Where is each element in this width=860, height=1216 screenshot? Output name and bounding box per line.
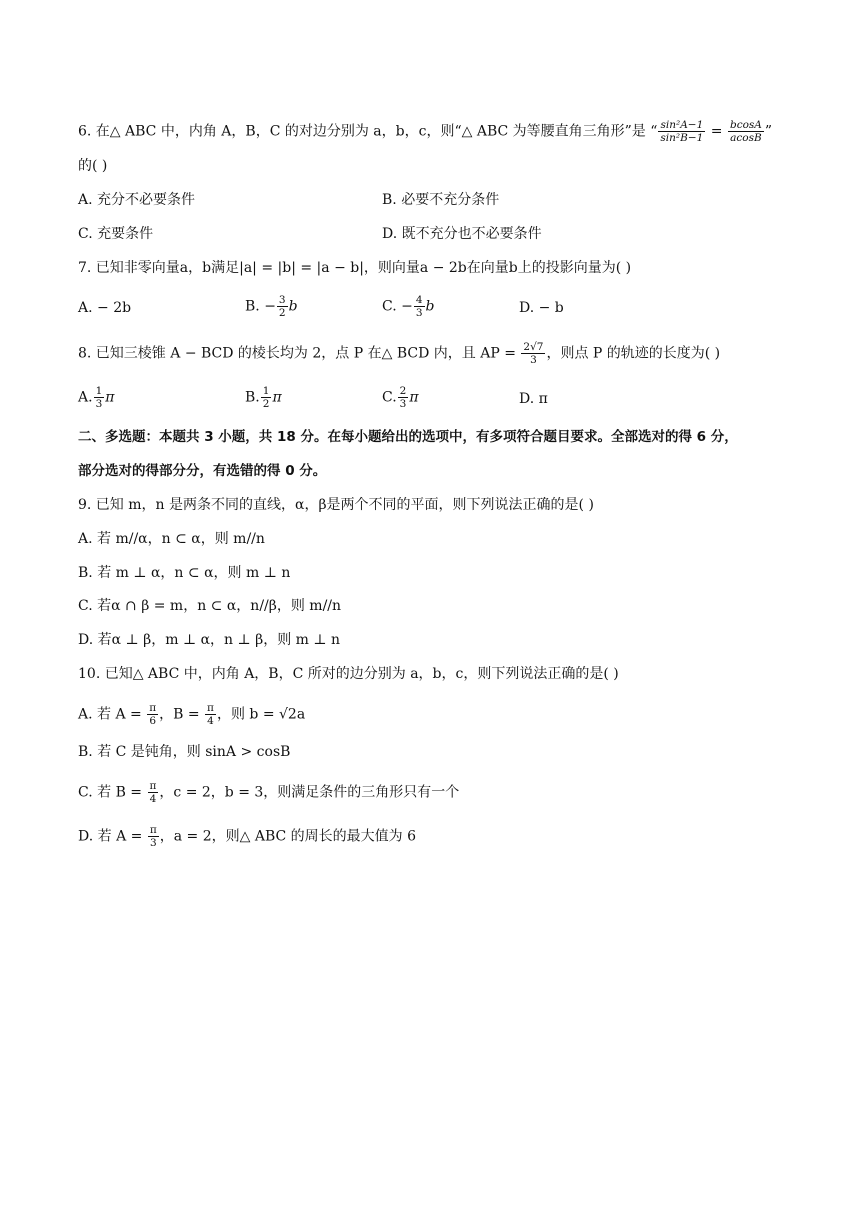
q10-c-text2: ，c = 2，b = 3，则满足条件的三角形只有一个 bbox=[159, 784, 460, 801]
q8-b-num: 1 bbox=[262, 385, 270, 397]
q10-a-text1: A. 若 A = bbox=[78, 706, 142, 723]
q6-stem-cont: 的( ) bbox=[78, 158, 108, 174]
q7-b-suffix: b bbox=[288, 298, 298, 315]
q10-a-text3: ，则 b = √2a bbox=[216, 706, 306, 723]
q6-stem-text: 6. 在△ ABC 中，内角 A，B，C 的对边分别为 a，b，c，则“△ ABC 为等腰直角三角形”是 “ bbox=[78, 123, 658, 140]
q8-option-a bbox=[78, 385, 114, 410]
q8-c-fraction bbox=[398, 385, 409, 410]
q9-option-a: A. 若 m//α，n ⊂ α，则 m//n bbox=[78, 531, 265, 547]
q8-a-fraction bbox=[94, 385, 105, 410]
q8-stem-text: 8. 已知三棱锥 A − BCD 的棱长均为 2，点 P 在△ BCD 内，且 AP = bbox=[78, 345, 516, 362]
q10-a-fraction2 bbox=[205, 702, 216, 727]
q8-b-den: 2 bbox=[262, 398, 270, 410]
q10-stem: 10. 已知△ ABC 中，内角 A，B，C 所对的边分别为 a，b，c，则下列说法正确的是( ) bbox=[78, 666, 619, 682]
q10-a-den2: 4 bbox=[207, 715, 214, 727]
q9-option-d: D. 若α ⊥ β，m ⊥ α，n ⊥ β，则 m ⊥ n bbox=[78, 632, 341, 648]
q7-stem: 7. 已知非零向量a，b满足|a| = |b| = |a − b|，则向量a − 2b在向量b上的投影向量为( ) bbox=[78, 260, 632, 276]
q10-c-fraction bbox=[148, 780, 159, 805]
q6-option-d: D. 既不充分也不必要条件 bbox=[382, 226, 542, 242]
q10-d-text1: D. 若 A = bbox=[78, 828, 143, 845]
q8-option-c bbox=[382, 385, 419, 410]
section2-header-line2: 部分选对的得部分分，有选错的得 0 分。 bbox=[78, 463, 327, 479]
section2-header-line1: 二、多选题：本题共 3 小题，共 18 分。在每小题给出的选项中，有多项符合题目要求。全部选对的得 6 分， bbox=[78, 429, 738, 445]
q7-option-a: A. − 2b bbox=[78, 300, 132, 316]
q8-frac-den: 3 bbox=[530, 354, 537, 366]
q10-a-num1: π bbox=[149, 702, 157, 714]
q10-d-text2: ，a = 2，则△ ABC 的周长的最大值为 6 bbox=[159, 828, 417, 845]
q10-c-text1: C. 若 B = bbox=[78, 784, 143, 801]
q8-stem-text-b: ，则点 P 的轨迹的长度为( ) bbox=[546, 345, 721, 362]
q8-b-fraction bbox=[261, 385, 272, 410]
q6-close-quote: ” bbox=[764, 123, 773, 140]
q6-fraction-sin bbox=[658, 119, 705, 144]
q10-option-b: B. 若 C 是钝角，则 sinA > cosB bbox=[78, 744, 291, 760]
q10-a-text2: ，B = bbox=[159, 706, 200, 723]
q10-option-d bbox=[78, 824, 416, 849]
q8-option-d: D. π bbox=[519, 391, 548, 407]
q10-d-fraction bbox=[148, 824, 159, 849]
q7-c-prefix: C. − bbox=[382, 298, 413, 315]
q10-a-fraction1 bbox=[147, 702, 158, 727]
q8-c-den: 3 bbox=[399, 398, 407, 410]
q8-fraction bbox=[521, 341, 545, 366]
q8-c-suffix: π bbox=[409, 389, 419, 406]
q8-a-prefix: A. bbox=[78, 389, 93, 406]
q10-option-a bbox=[78, 702, 305, 727]
q7-b-den: 2 bbox=[278, 307, 286, 319]
q6-frac1-num: sin²A−1 bbox=[658, 119, 705, 132]
q8-c-prefix: C. bbox=[382, 389, 397, 406]
q6-fraction-cos bbox=[728, 119, 764, 144]
q8-b-suffix: π bbox=[272, 389, 282, 406]
q10-c-num: π bbox=[149, 780, 157, 792]
q10-a-num2: π bbox=[207, 702, 214, 714]
q9-option-b: B. 若 m ⊥ α，n ⊂ α，则 m ⊥ n bbox=[78, 565, 291, 581]
q9-stem: 9. 已知 m，n 是两条不同的直线，α，β是两个不同的平面，则下列说法正确的是( ) bbox=[78, 497, 594, 513]
q8-a-den: 3 bbox=[95, 398, 103, 410]
q8-c-num: 2 bbox=[399, 385, 407, 397]
q8-b-prefix: B. bbox=[245, 389, 260, 406]
q8-a-num: 1 bbox=[95, 385, 103, 397]
q10-a-den1: 6 bbox=[149, 715, 157, 727]
q6-option-a: A. 充分不必要条件 bbox=[78, 192, 196, 208]
q7-option-d: D. − b bbox=[519, 300, 564, 316]
q9-option-c: C. 若α ∩ β = m，n ⊂ α，n//β，则 m//n bbox=[78, 598, 342, 614]
q6-option-c: C. 充要条件 bbox=[78, 226, 154, 242]
q8-frac-num: 2√7 bbox=[523, 341, 544, 353]
q10-d-num: π bbox=[149, 824, 157, 836]
q6-frac2-den: acosB bbox=[730, 132, 762, 144]
q7-b-fraction bbox=[277, 294, 288, 319]
q7-option-b bbox=[245, 294, 298, 319]
q6-equals: = bbox=[710, 123, 723, 140]
q6-stem bbox=[78, 119, 772, 144]
q7-c-fraction bbox=[414, 294, 425, 319]
q7-option-c bbox=[382, 294, 435, 319]
q8-stem bbox=[78, 341, 720, 366]
q7-c-num: 4 bbox=[415, 294, 423, 306]
q6-frac2-num: bcosA bbox=[729, 119, 762, 131]
q10-d-den: 3 bbox=[149, 837, 157, 849]
q6-frac1-den: sin²B−1 bbox=[660, 132, 704, 144]
q7-c-den: 3 bbox=[415, 307, 423, 319]
q7-c-suffix: b bbox=[425, 298, 435, 315]
q8-option-b bbox=[245, 385, 282, 410]
q6-option-b: B. 必要不充分条件 bbox=[382, 192, 500, 208]
q7-b-prefix: B. − bbox=[245, 298, 276, 315]
q7-b-num: 3 bbox=[278, 294, 286, 306]
q10-option-c bbox=[78, 780, 459, 805]
q8-a-suffix: π bbox=[105, 389, 115, 406]
q10-c-den: 4 bbox=[149, 793, 157, 805]
